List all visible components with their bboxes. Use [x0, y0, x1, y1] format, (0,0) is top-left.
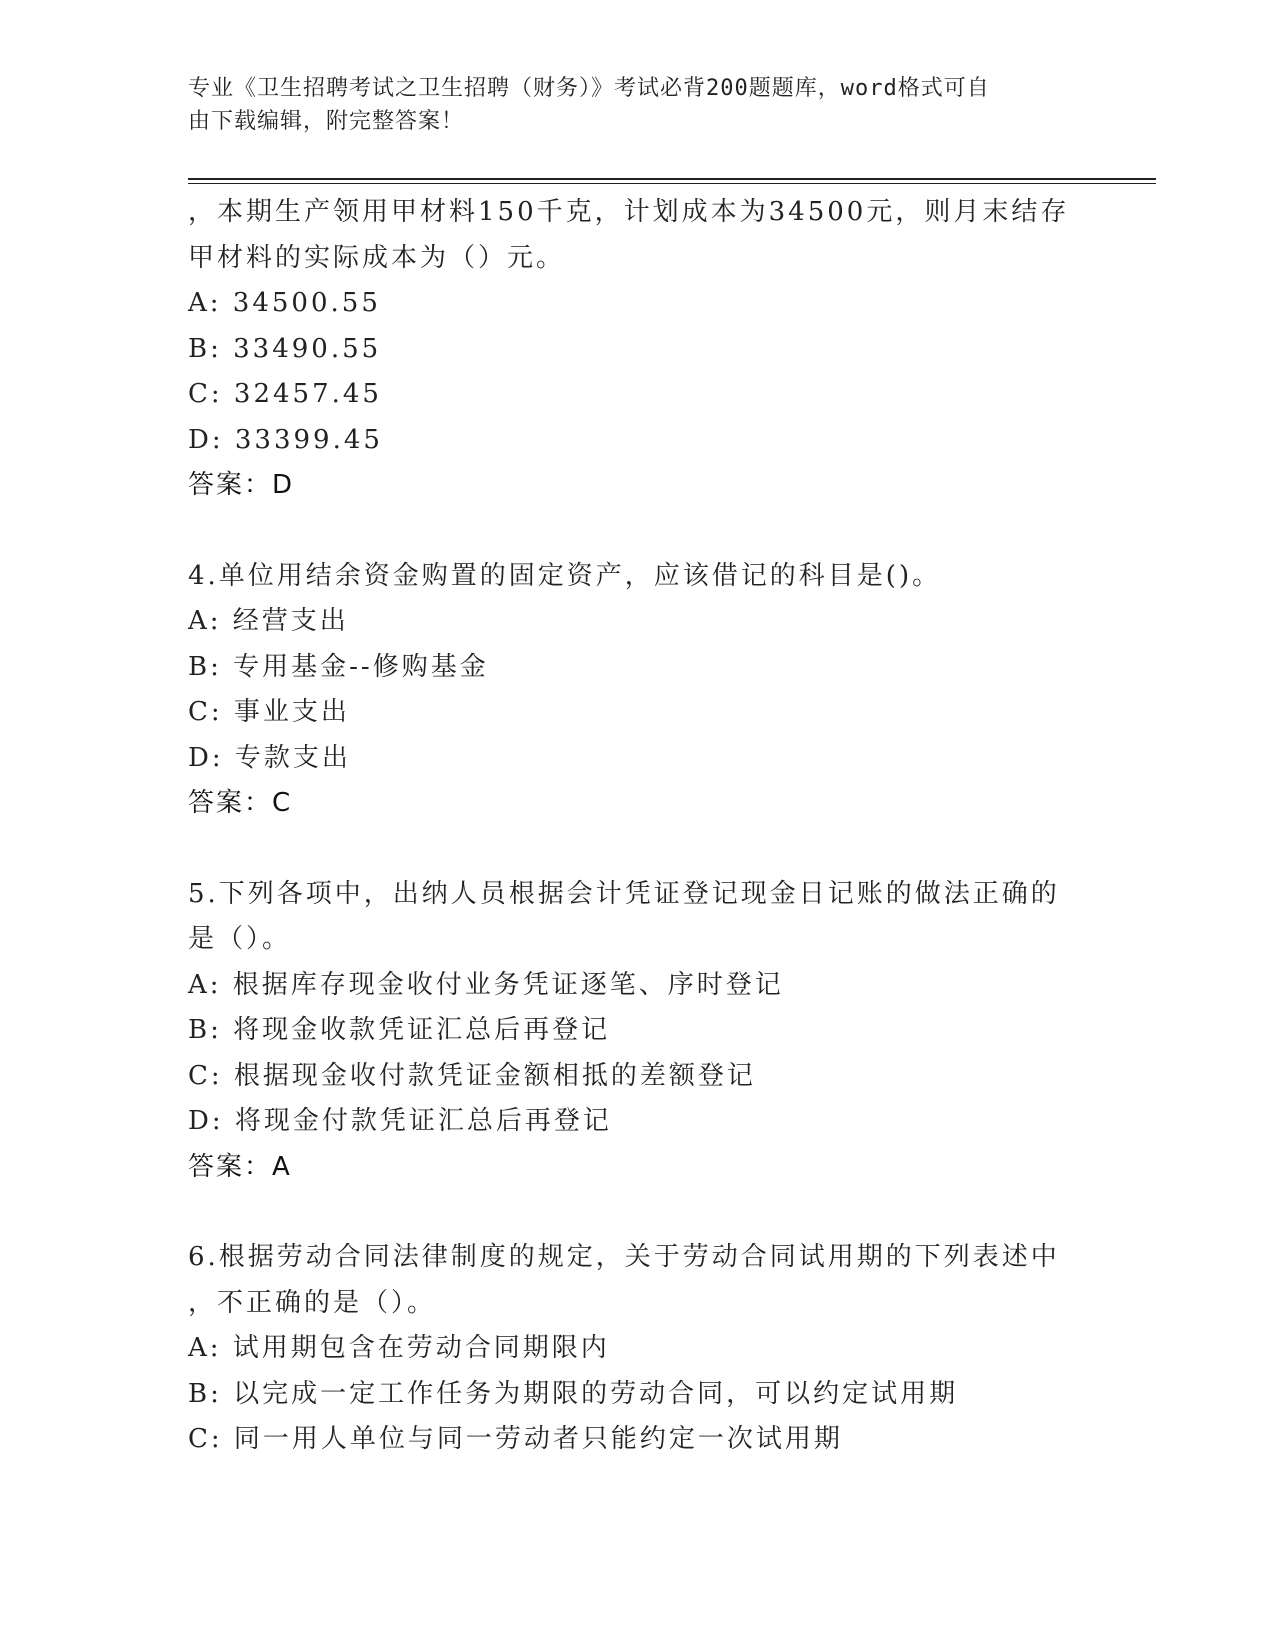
option-d: D: 专款支出 — [188, 742, 351, 773]
option-a: A: 根据库存现金收付业务凭证逐笔、序时登记 — [188, 969, 784, 1000]
option-c: C: 根据现金收付款凭证金额相抵的差额登记 — [188, 1060, 756, 1091]
question-4 — [188, 554, 1088, 827]
option-c: C: 事业支出 — [188, 697, 350, 727]
question-stem-line: ，不正确的是（）。 — [188, 1287, 437, 1318]
answer-line: 答案：C — [188, 788, 293, 818]
question-6 — [188, 1235, 1088, 1463]
question-stem-line: 5.下列各项中，出纳人员根据会计凭证登记现金日记账的做法正确的 — [188, 878, 1060, 909]
answer-line: 答案：A — [188, 1151, 292, 1182]
document-body — [188, 190, 1088, 1463]
question-stem-line: 甲材料的实际成本为（）元。 — [188, 242, 566, 273]
option-d: D: 33399.45 — [188, 424, 383, 455]
header-line-2: 由下载编辑，附完整答案！ — [188, 109, 465, 134]
option-a: A: 经营支出 — [188, 606, 349, 636]
spacer — [188, 827, 1088, 872]
question-5 — [188, 872, 1088, 1191]
document-header — [188, 72, 1068, 138]
option-b: B: 专用基金--修购基金 — [188, 651, 489, 682]
option-c: C: 同一用人单位与同一劳动者只能约定一次试用期 — [188, 1424, 843, 1454]
answer-line: 答案：D — [188, 470, 295, 500]
question-stem-line: 4.单位用结余资金购置的固定资产，应该借记的科目是()。 — [188, 560, 942, 591]
spacer — [188, 509, 1088, 554]
question-3 — [188, 190, 1088, 509]
question-stem-line: 6.根据劳动合同法律制度的规定，关于劳动合同试用期的下列表述中 — [188, 1242, 1060, 1272]
spacer — [188, 1190, 1088, 1235]
question-stem-line: 是（）。 — [188, 924, 292, 954]
header-divider-thin — [188, 183, 1156, 184]
option-a: A: 34500.55 — [188, 288, 381, 318]
option-d: D: 将现金付款凭证汇总后再登记 — [188, 1106, 612, 1136]
option-a: A: 试用期包含在劳动合同期限内 — [188, 1333, 610, 1363]
header-divider-thick — [188, 178, 1156, 180]
option-b: B: 将现金收款凭证汇总后再登记 — [188, 1015, 611, 1045]
option-b: B: 33490.55 — [188, 333, 382, 364]
question-stem-line: ，本期生产领用甲材料150千克，计划成本为34500元，则月末结存 — [188, 197, 1070, 227]
option-c: C: 32457.45 — [188, 379, 382, 409]
header-line-1: 专业《卫生招聘考试之卫生招聘（财务）》考试必背200题题库，word格式可自 — [188, 76, 990, 101]
option-b: B: 以完成一定工作任务为期限的劳动合同，可以约定试用期 — [188, 1378, 959, 1409]
